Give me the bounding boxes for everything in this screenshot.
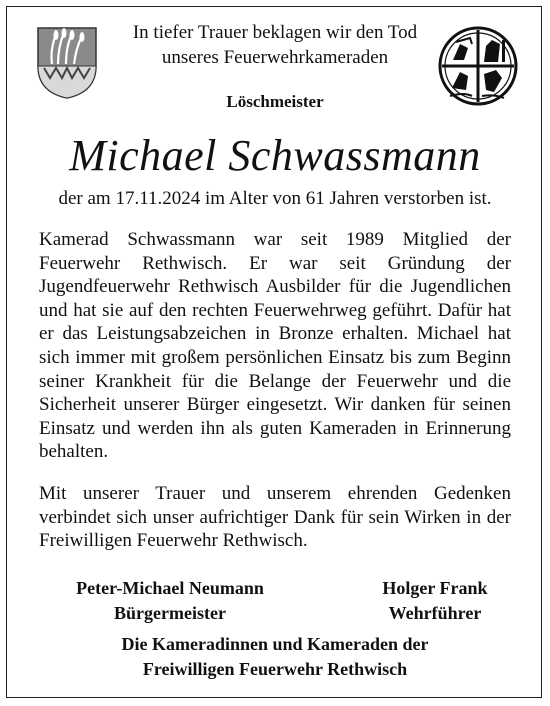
intro-line-2: unseres Feuerwehrkameraden (161, 47, 389, 68)
signatory-fire-chief (350, 576, 520, 626)
intro-text (110, 20, 440, 70)
gratitude-paragraph: Mit unserer Trauer und unserem ehrenden Gedenken verbindet sich unser aufrichtiger Dank für sein Wirken in der Freiwilligen Feuerwehr Rethwisch. (39, 483, 511, 552)
deceased-name: Michael Schwassmann (69, 131, 481, 180)
signatory-mayor (50, 576, 290, 626)
closing-line-1: Die Kameradinnen und Kameraden der (121, 634, 429, 654)
signatory-title: Wehrführer (388, 603, 482, 623)
closing-line-2: Freiwilligen Feuerwehr Rethwisch (142, 659, 408, 679)
death-notice-line: der am 17.11.2024 im Alter von 61 Jahren verstorben ist. (58, 188, 492, 209)
tribute-paragraph: Kamerad Schwassmann war seit 1989 Mitglied der Feuerwehr Rethwisch. Er war seit Gründung der Jugendfeuerwehr Rethwisch Ausbilder für die Jugendlichen und hat sie auf den rechten Feuerwehrweg geführt. Dafür hat er das Leistungsabzeichen in Bronze erhalten. Michael hat sich immer mit großem persönlichen Einsatz bis zum Beginn seiner Krankheit für die Belange der Feuerwehr und die Sicherheit unserer Bürger eingesetzt. Wir danken für seinen Einsatz und werden ihn als guten Kameraden in Erinnerung behalten. (39, 229, 511, 463)
signatory-name: Peter-Michael Neumann (76, 578, 264, 598)
signatory-name: Holger Frank (382, 578, 488, 598)
closing-text (0, 632, 550, 682)
municipal-coat-of-arms-icon (36, 26, 98, 100)
intro-line-1: In tiefer Trauer beklagen wir den Tod (132, 22, 418, 43)
signatory-title: Bürgermeister (114, 603, 226, 623)
rank-label: Löschmeister (226, 92, 324, 111)
